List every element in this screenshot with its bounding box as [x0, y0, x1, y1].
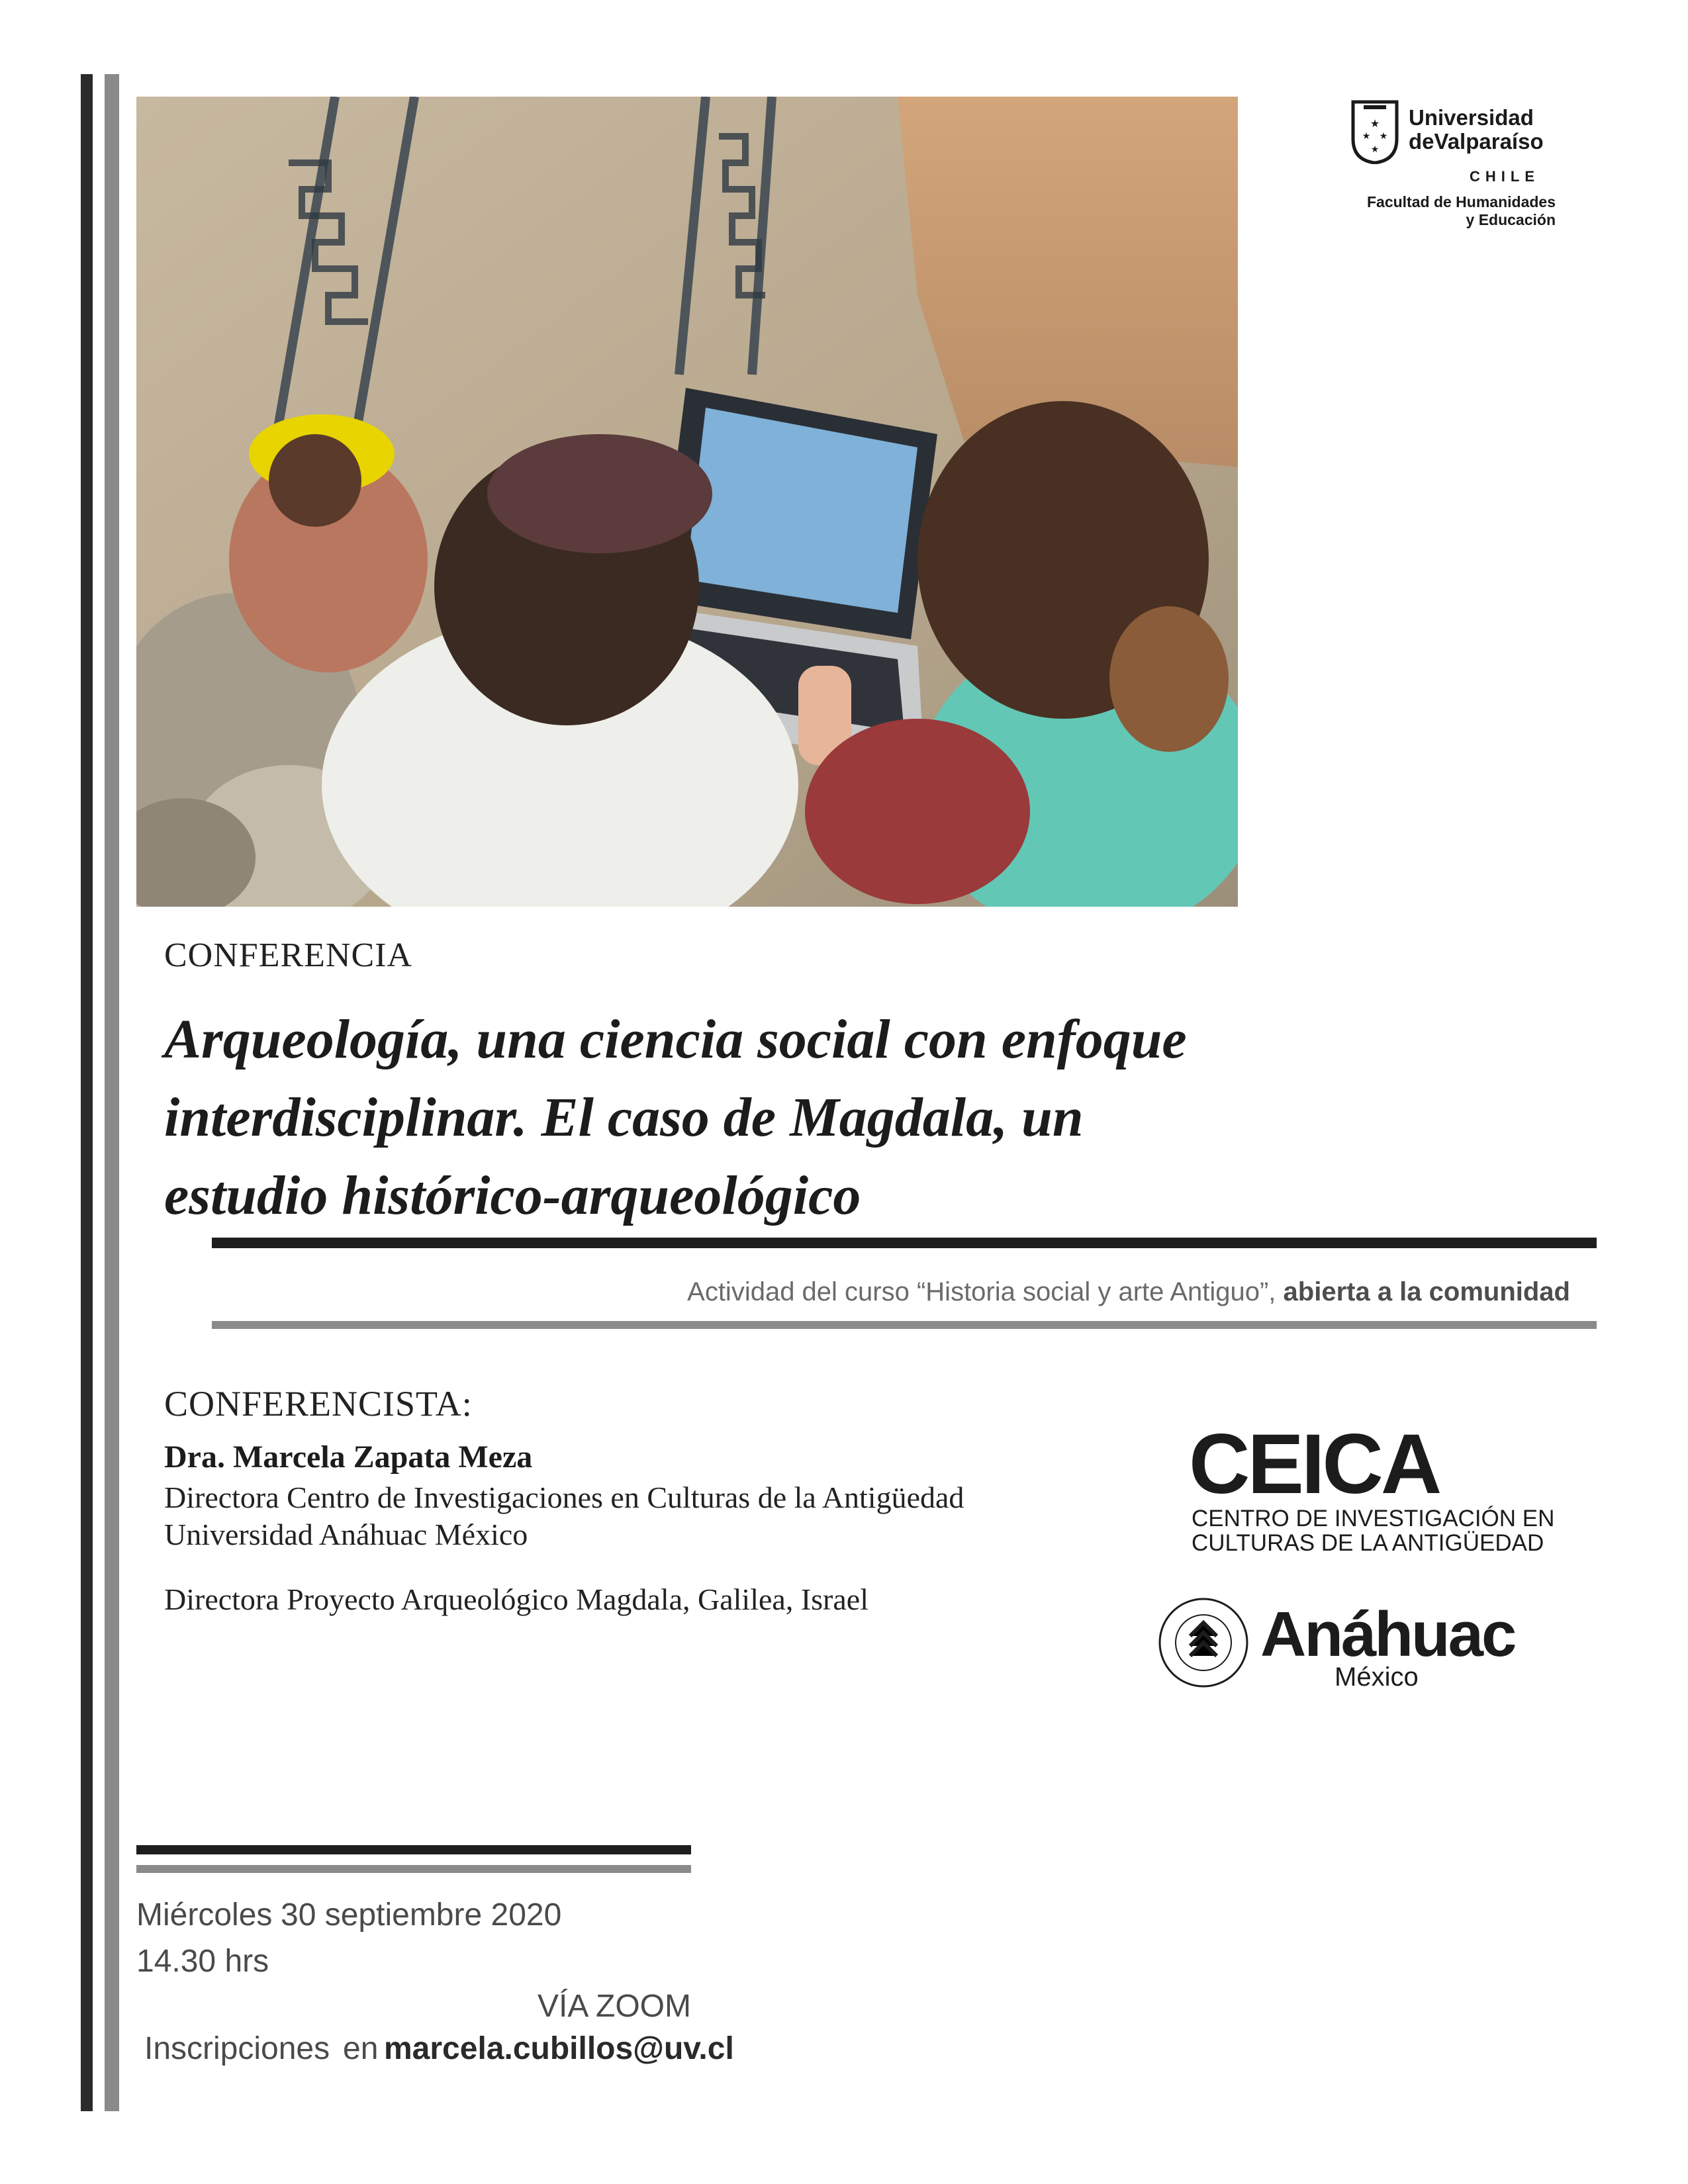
subtitle-bold: abierta a la comunidad: [1283, 1277, 1570, 1306]
title-rule-grey: [212, 1321, 1597, 1329]
svg-text:★: ★: [1362, 132, 1371, 142]
uv-faculty: [1350, 193, 1556, 229]
bottom-rule-grey: [136, 1865, 691, 1873]
left-bar-grey: [105, 74, 119, 2111]
schedule-platform: VÍA ZOOM: [537, 1989, 691, 2024]
ceica-logo: CEICA: [1189, 1417, 1440, 1512]
registration-prep: en: [343, 2031, 379, 2066]
svg-text:★: ★: [1370, 118, 1380, 130]
uv-faculty-line2: y Educación: [1466, 211, 1556, 228]
uv-country: CHILE: [1470, 168, 1540, 185]
schedule-date: 30 septiembre 2020: [281, 1897, 562, 1933]
ceica-subtitle: [1192, 1506, 1554, 1555]
event-title-line3: estudio histórico-arqueológico: [164, 1165, 861, 1226]
speaker-heading: CONFERENCISTA:: [164, 1384, 473, 1424]
event-kicker: CONFERENCIA: [164, 936, 413, 974]
registration-email-link[interactable]: marcela.cubillos@uv.cl: [384, 2031, 734, 2066]
uv-faculty-line1: Facultad de Humanidades: [1366, 193, 1556, 210]
registration-label: Inscripciones: [144, 2031, 330, 2066]
left-bar-dark: [81, 74, 93, 2111]
speaker-role-3: Directora Proyecto Arqueológico Magdala, Galilea, Israel: [164, 1582, 868, 1616]
uv-shield-icon: [1350, 99, 1399, 164]
anahuac-logo: Anáhuac: [1260, 1599, 1515, 1670]
anahuac-seal-icon: [1157, 1596, 1250, 1689]
subtitle-text: Actividad del curso “Historia social y arte Antiguo”,: [687, 1277, 1284, 1306]
uv-logo: [1350, 86, 1556, 238]
schedule-time: 14.30 hrs: [136, 1944, 269, 1979]
speaker-role-2: Universidad Anáhuac México: [164, 1518, 528, 1551]
schedule-day: Miércoles: [136, 1897, 273, 1933]
bottom-rule-dark: [136, 1845, 691, 1854]
event-subtitle: [212, 1277, 1570, 1307]
uv-name-line2: deValparaíso: [1409, 129, 1544, 154]
event-title-line2: interdisciplinar. El caso de Magdala, un: [164, 1087, 1084, 1148]
hero-photo: [136, 97, 1238, 907]
speaker-role-1: Directora Centro de Investigaciones en Culturas de la Antigüedad: [164, 1480, 964, 1514]
svg-text:★: ★: [1379, 132, 1388, 142]
ceica-sub-line1: CENTRO DE INVESTIGACIÓN EN: [1192, 1506, 1555, 1531]
uv-name: [1409, 106, 1544, 154]
anahuac-country: México: [1335, 1662, 1419, 1692]
svg-text:★: ★: [1370, 145, 1380, 155]
title-rule-dark: [212, 1238, 1597, 1248]
uv-name-line1: Universidad: [1409, 105, 1534, 130]
ceica-sub-line2: CULTURAS DE LA ANTIGÜEDAD: [1192, 1530, 1544, 1556]
event-title: [164, 1001, 1554, 1235]
event-title-line1: Arqueología, una ciencia social con enfoque: [164, 1009, 1187, 1070]
speaker-name: Dra. Marcela Zapata Meza: [164, 1439, 533, 1475]
